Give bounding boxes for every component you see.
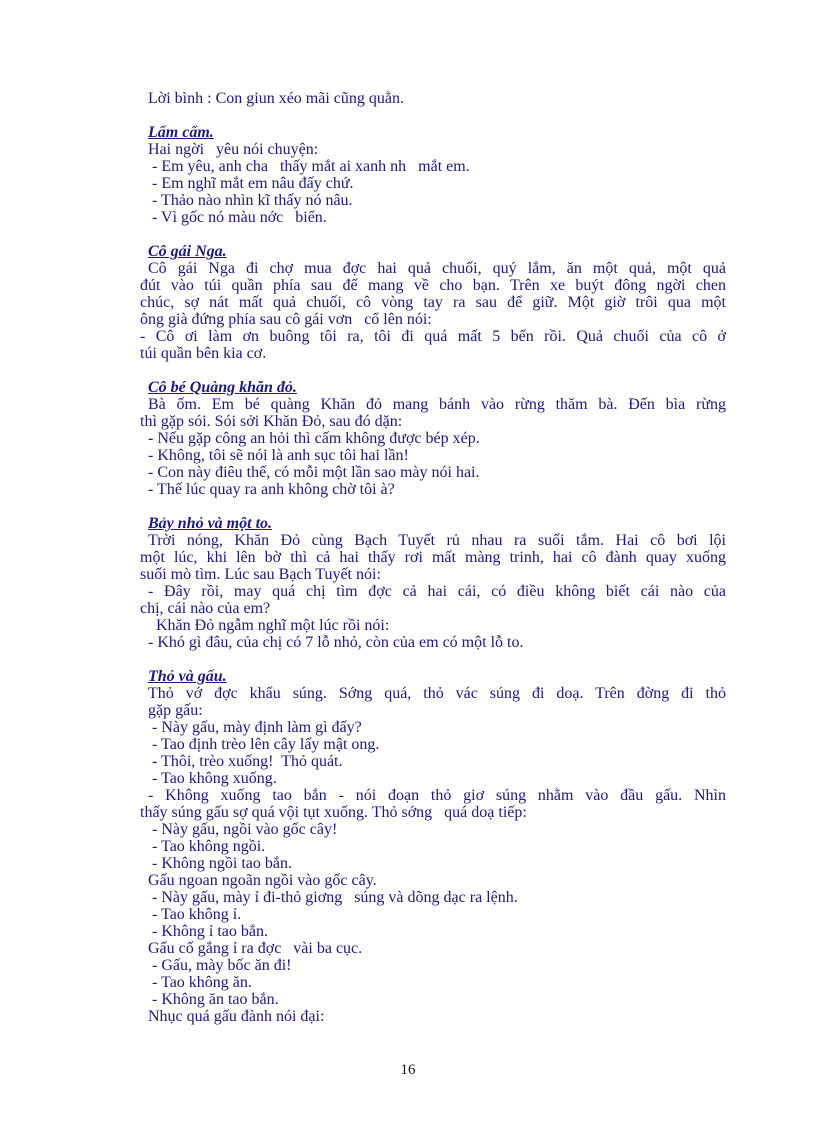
text-line: - Không ngồi tao bắn. xyxy=(148,855,292,872)
text-line: đút vào túi quần phía sau để mang về cho bạn. Trên xe buýt đông ngời chen xyxy=(140,277,726,294)
intro-line: Lời bình : Con giun xéo mãi cũng quằn. xyxy=(148,90,404,107)
text-line: - Đây rồi, may quá chị tìm đợc cả hai cái, có điều không biết cái nào của xyxy=(148,583,726,600)
text-line: - Vì gốc nó màu nớc biển. xyxy=(148,209,327,226)
text-line: Khăn Đỏ ngẫm nghĩ một lúc rồi nói: xyxy=(148,617,390,634)
text-line: gặp gấu: xyxy=(148,702,203,719)
text-line: - Con này điêu thế, có mỗi một lần sao mày nói hai. xyxy=(148,464,480,481)
page-number: 16 xyxy=(400,1062,416,1078)
text-line: - Tao không xuống. xyxy=(148,770,277,787)
text-line: Bà ốm. Em bé quàng Khăn đỏ mang bánh vào rừng thăm bà. Đến bìa rừng xyxy=(148,396,726,413)
text-line: thấy súng gấu sợ quá vội tụt xuống. Thỏ sớng quá doạ tiếp: xyxy=(140,804,527,821)
text-line: suối mò tìm. Lúc sau Bạch Tuyết nói: xyxy=(140,566,381,583)
text-line: Hai ngời yêu nói chuyện: xyxy=(148,141,319,158)
text-line: thì gặp sói. Sói sởi Khăn Đỏ, sau đó dặn: xyxy=(140,413,403,430)
text-line: chị, cái nào của em? xyxy=(140,600,271,617)
text-line: túi quần bên kia cơ. xyxy=(140,345,267,362)
text-line: - Nếu gặp công an hỏi thì cấm không được bép xép. xyxy=(148,430,480,447)
text-line: - Không, tôi sẽ nói là anh sục tôi hai lần! xyxy=(148,447,409,464)
text-line: - Tao không ăn. xyxy=(148,974,252,991)
text-line: - Tao không ngồi. xyxy=(148,838,266,855)
text-line: Thỏ vớ đợc khẩu súng. Sớng quá, thỏ vác súng đi doạ. Trên đờng đi thỏ xyxy=(148,685,726,702)
text-line: - Khó gì đâu, của chị có 7 lỗ nhỏ, còn của em có một lỗ to. xyxy=(148,634,524,651)
text-line: ông già đứng phía sau cô gái vơn cổ lên nói: xyxy=(140,311,432,328)
text-line: - Thế lúc quay ra anh không chờ tôi à? xyxy=(148,481,395,498)
text-line: - Thảo nào nhìn kĩ thấy nó nâu. xyxy=(148,192,353,209)
text-line: - Cô ơi làm ơn buông tôi ra, tôi đi quá mất 5 bến rồi. Quả chuối của cô ở xyxy=(140,328,726,345)
text-line: - Em yêu, anh cha thấy mắt ai xanh nh mắt em. xyxy=(148,158,470,175)
section-title-tho-va-gau: Thỏ và gấu. xyxy=(148,668,227,685)
text-line: Gấu ngoan ngoãn ngồi vào gốc cây. xyxy=(148,872,377,889)
text-line: - Em nghĩ mắt em nâu đấy chứ. xyxy=(148,175,354,192)
text-line: Cô gái Nga đi chợ mua đợc hai quả chuối, quý lắm, ăn một quả, một quả xyxy=(148,260,726,277)
text-line: chúc, sợ nát mất quả chuối, cô vòng tay ra sau để giữ. Một giờ trôi qua một xyxy=(140,294,726,311)
text-line: - Thôi, trèo xuống! Thỏ quát. xyxy=(148,753,343,770)
text-line: - Này gấu, mày ỉ đi-thỏ giơng súng và dõng dạc ra lệnh. xyxy=(148,889,518,906)
text-line: - Gấu, mày bốc ăn đi! xyxy=(148,957,292,974)
text-line: - Không xuống tao bắn - nói đoạn thỏ giơ súng nhằm vào đầu gấu. Nhìn xyxy=(148,787,726,804)
text-line: Nhục quá gấu đành nói đại: xyxy=(148,1008,325,1025)
text-line: Gấu cố gắng ỉ ra đợc vài ba cục. xyxy=(148,940,363,957)
text-line: - Không ỉ tao bắn. xyxy=(148,923,268,940)
text-line: - Tao định trèo lên cây lấy mật ong. xyxy=(148,736,380,753)
text-line: một lúc, khi lên bờ thì cả hai thấy rơi mất màng trinh, hai cô đành quay xuống xyxy=(140,549,726,566)
text-line: Trời nóng, Khăn Đỏ cùng Bạch Tuyết rủ nhau ra suối tắm. Hai cô bơi lội xyxy=(148,532,726,549)
section-title-lam-cam: Lẩm cẩm. xyxy=(148,124,214,141)
section-title-co-gai-nga: Cô gái Nga. xyxy=(148,243,227,260)
text-line: - Không ăn tao bắn. xyxy=(148,991,279,1008)
section-title-co-be-quang-khan-do: Cô bé Quàng khăn đỏ. xyxy=(148,379,297,396)
text-line: - Này gấu, ngồi vào gốc cây! xyxy=(148,821,338,838)
text-line: - Tao không ỉ. xyxy=(148,906,242,923)
text-line: - Này gấu, mày định làm gì đấy? xyxy=(148,719,362,736)
section-title-bay-nho-va-mot-to: Bảy nhỏ và một to. xyxy=(148,515,273,532)
